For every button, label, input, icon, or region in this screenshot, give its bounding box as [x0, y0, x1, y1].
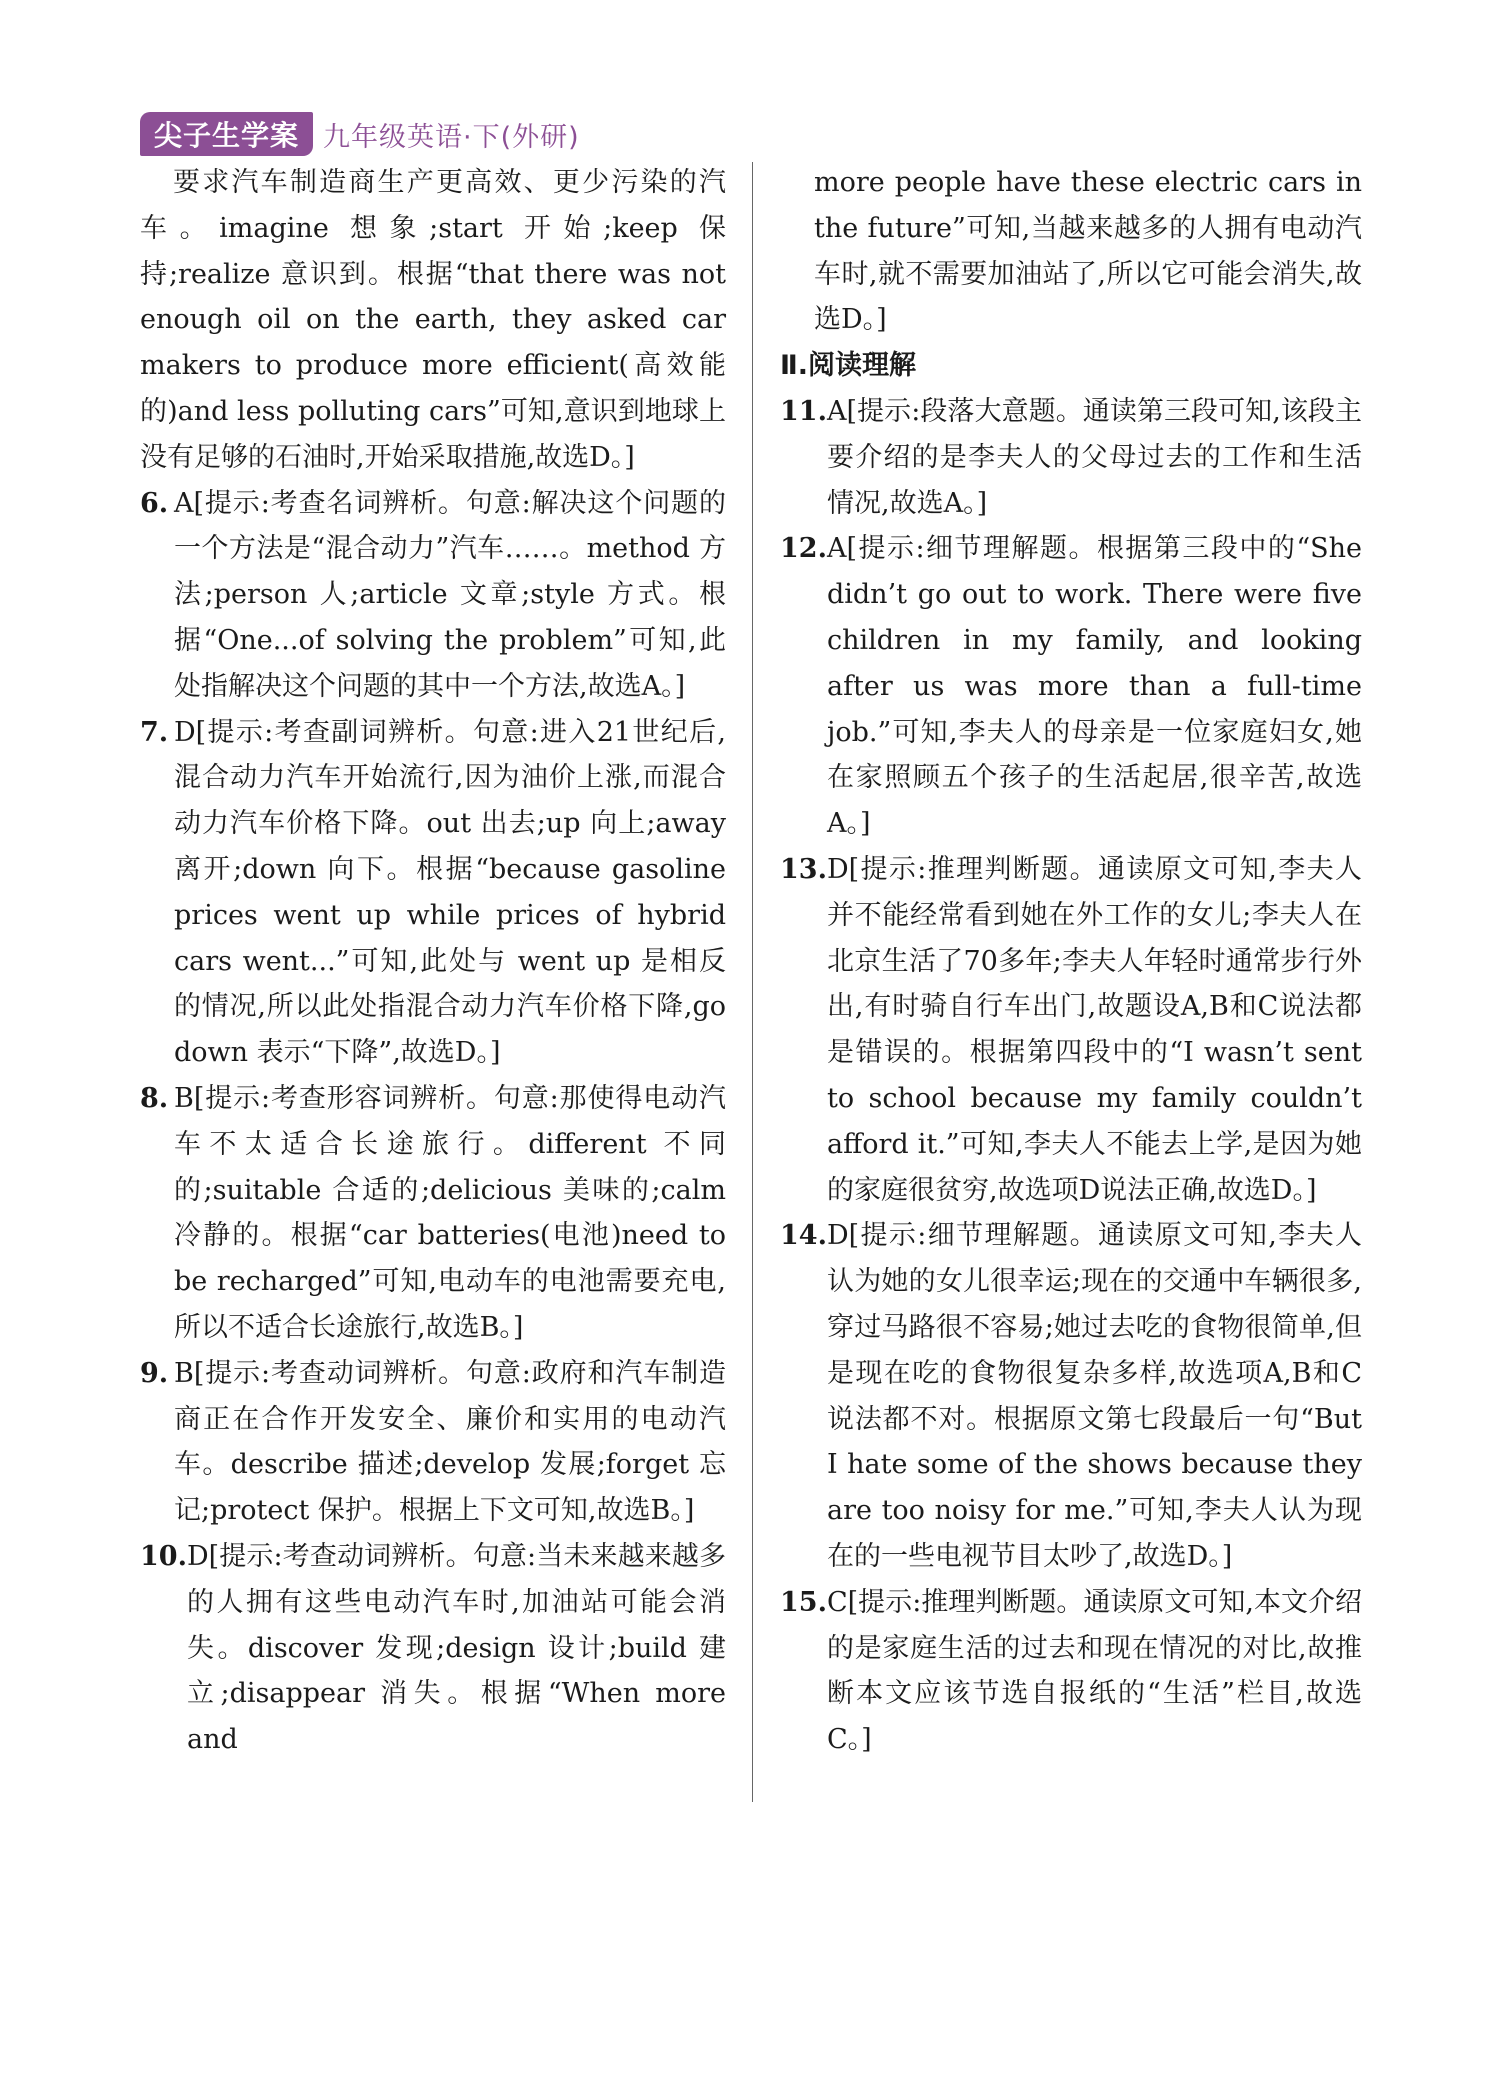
- answer-item: [780, 1213, 1362, 1579]
- answer-item: [140, 1351, 726, 1534]
- left-column: [140, 160, 726, 1763]
- answer-text: C[提示:推理判断题。通读原文可知,本文介绍的是家庭生活的过去和现在情况的对比,故推断本文应该节选自报纸的“生活”栏目,故选C。]: [826, 1586, 1362, 1756]
- answer-number: 7.: [140, 716, 169, 748]
- answer-item: [140, 481, 726, 710]
- answer-text: B[提示:考查形容词辨析。句意:那使得电动汽车不太适合长途旅行。different 不同的;suitable 合适的;delicious 美味的;calm 冷静的。根据“car batteries(电池)need to be recharged”可知,电动车的电池需要充电,所以不适合长途旅行,故选B。]: [174, 1082, 726, 1343]
- answer-item: [780, 526, 1362, 847]
- answer-number: 9.: [140, 1357, 169, 1389]
- answer-text: B[提示:考查动词辨析。句意:政府和汽车制造商正在合作开发安全、廉价和实用的电动汽车。describe 描述;develop 发展;forget 忘记;protect 保护。根据上下文可知,故选B。]: [174, 1357, 726, 1527]
- answer-text: D[提示:推理判断题。通读原文可知,李夫人并不能经常看到她在外工作的女儿;李夫人在北京生活了70多年;李夫人年轻时通常步行外出,有时骑自行车出门,故题设A,B和C说法都是错误的。根据第四段中的“I wasn’t sent to school because my family couldn’t afford it.”可知,李夫人不能去上学,是因为她的家庭很贫穷,故选项D说法正确,故选D。]: [826, 853, 1362, 1206]
- answer-item: [140, 710, 726, 1076]
- answer-item: [140, 1076, 726, 1351]
- answer-text: A[提示:考查名词辨析。句意:解决这个问题的一个方法是“混合动力”汽车……。method 方法;person 人;article 文章;style 方式。根据“One...of solving the problem”可知,此处指解决这个问题的其中一个方法,故选A。]: [174, 487, 726, 702]
- answer-number: 8.: [140, 1082, 169, 1114]
- answer-text: A[提示:段落大意题。通读第三段可知,该段主要介绍的是李夫人的父母过去的工作和生活情况,故选A。]: [826, 395, 1362, 519]
- answer-number: 15.: [780, 1586, 827, 1618]
- answer-text: D[提示:考查副词辨析。句意:进入21世纪后,混合动力汽车开始流行,因为油价上涨,而混合动力汽车价格下降。out 出去;up 向上;away 离开;down 向下。根据“because gasoline prices went up while prices of hybrid cars went...”可知,此处与 went up 是相反的情况,所以此处指混合动力汽车价格下降,go down 表示“下降”,故选D。]: [174, 716, 726, 1069]
- section-title: Ⅱ.阅读理解: [780, 350, 917, 382]
- answer-continuation: more people have these electric cars in the future”可知,当越来越多的人拥有电动汽车时,就不需要加油站了,所以它可能会消失,故选D。]: [814, 167, 1362, 336]
- right-column: [780, 160, 1362, 1763]
- answer-number: 13.: [780, 853, 827, 885]
- answer-text: A[提示:细节理解题。根据第三段中的“She didn’t go out to work. There were five children in my family, and looking after us was more than a full-time job.”可知,李夫人的母亲是一位家庭妇女,她在家照顾五个孩子的生活起居,很辛苦,故选A。]: [826, 533, 1362, 840]
- answer-text: D[提示:考查动词辨析。句意:当未来越来越多的人拥有这些电动汽车时,加油站可能会消失。discover 发现;design 设计;build 建立;disappear 消失。根据“When more and: [186, 1540, 726, 1756]
- answer-item: [780, 847, 1362, 1213]
- answer-number: 11.: [780, 395, 827, 427]
- answer-item: [780, 1580, 1362, 1763]
- answer-number: 12.: [780, 533, 827, 565]
- answer-item: [780, 389, 1362, 526]
- answer-number: 6.: [140, 487, 169, 519]
- answer-number: 10.: [140, 1540, 187, 1572]
- answer-number: 14.: [780, 1220, 827, 1252]
- column-divider: [752, 162, 753, 1802]
- book-title: 九年级英语·下(外研): [323, 121, 580, 153]
- page-header: [140, 112, 580, 156]
- answer-item: [140, 1534, 726, 1763]
- answer-text: D[提示:细节理解题。通读原文可知,李夫人认为她的女儿很幸运;现在的交通中车辆很多,穿过马路很不容易;她过去吃的食物很简单,但是现在吃的食物很复杂多样,故选项A,B和C说法都不对。根据原文第七段最后一句“But I hate some of the shows because they are too noisy for me.”可知,李夫人认为现在的一些电视节目太吵了,故选D。]: [826, 1220, 1362, 1572]
- answer-continuation: 要求汽车制造商生产更高效、更少污染的汽车。imagine 想象;start 开始;keep 保持;realize 意识到。根据“that there was not enough oil on the earth, they asked car makers to produce more efficient(高效能的)and less polluting cars”可知,意识到地球上没有足够的石油时,开始采取措施,故选D。]: [140, 167, 726, 473]
- brand-badge: 尖子生学案: [140, 112, 313, 156]
